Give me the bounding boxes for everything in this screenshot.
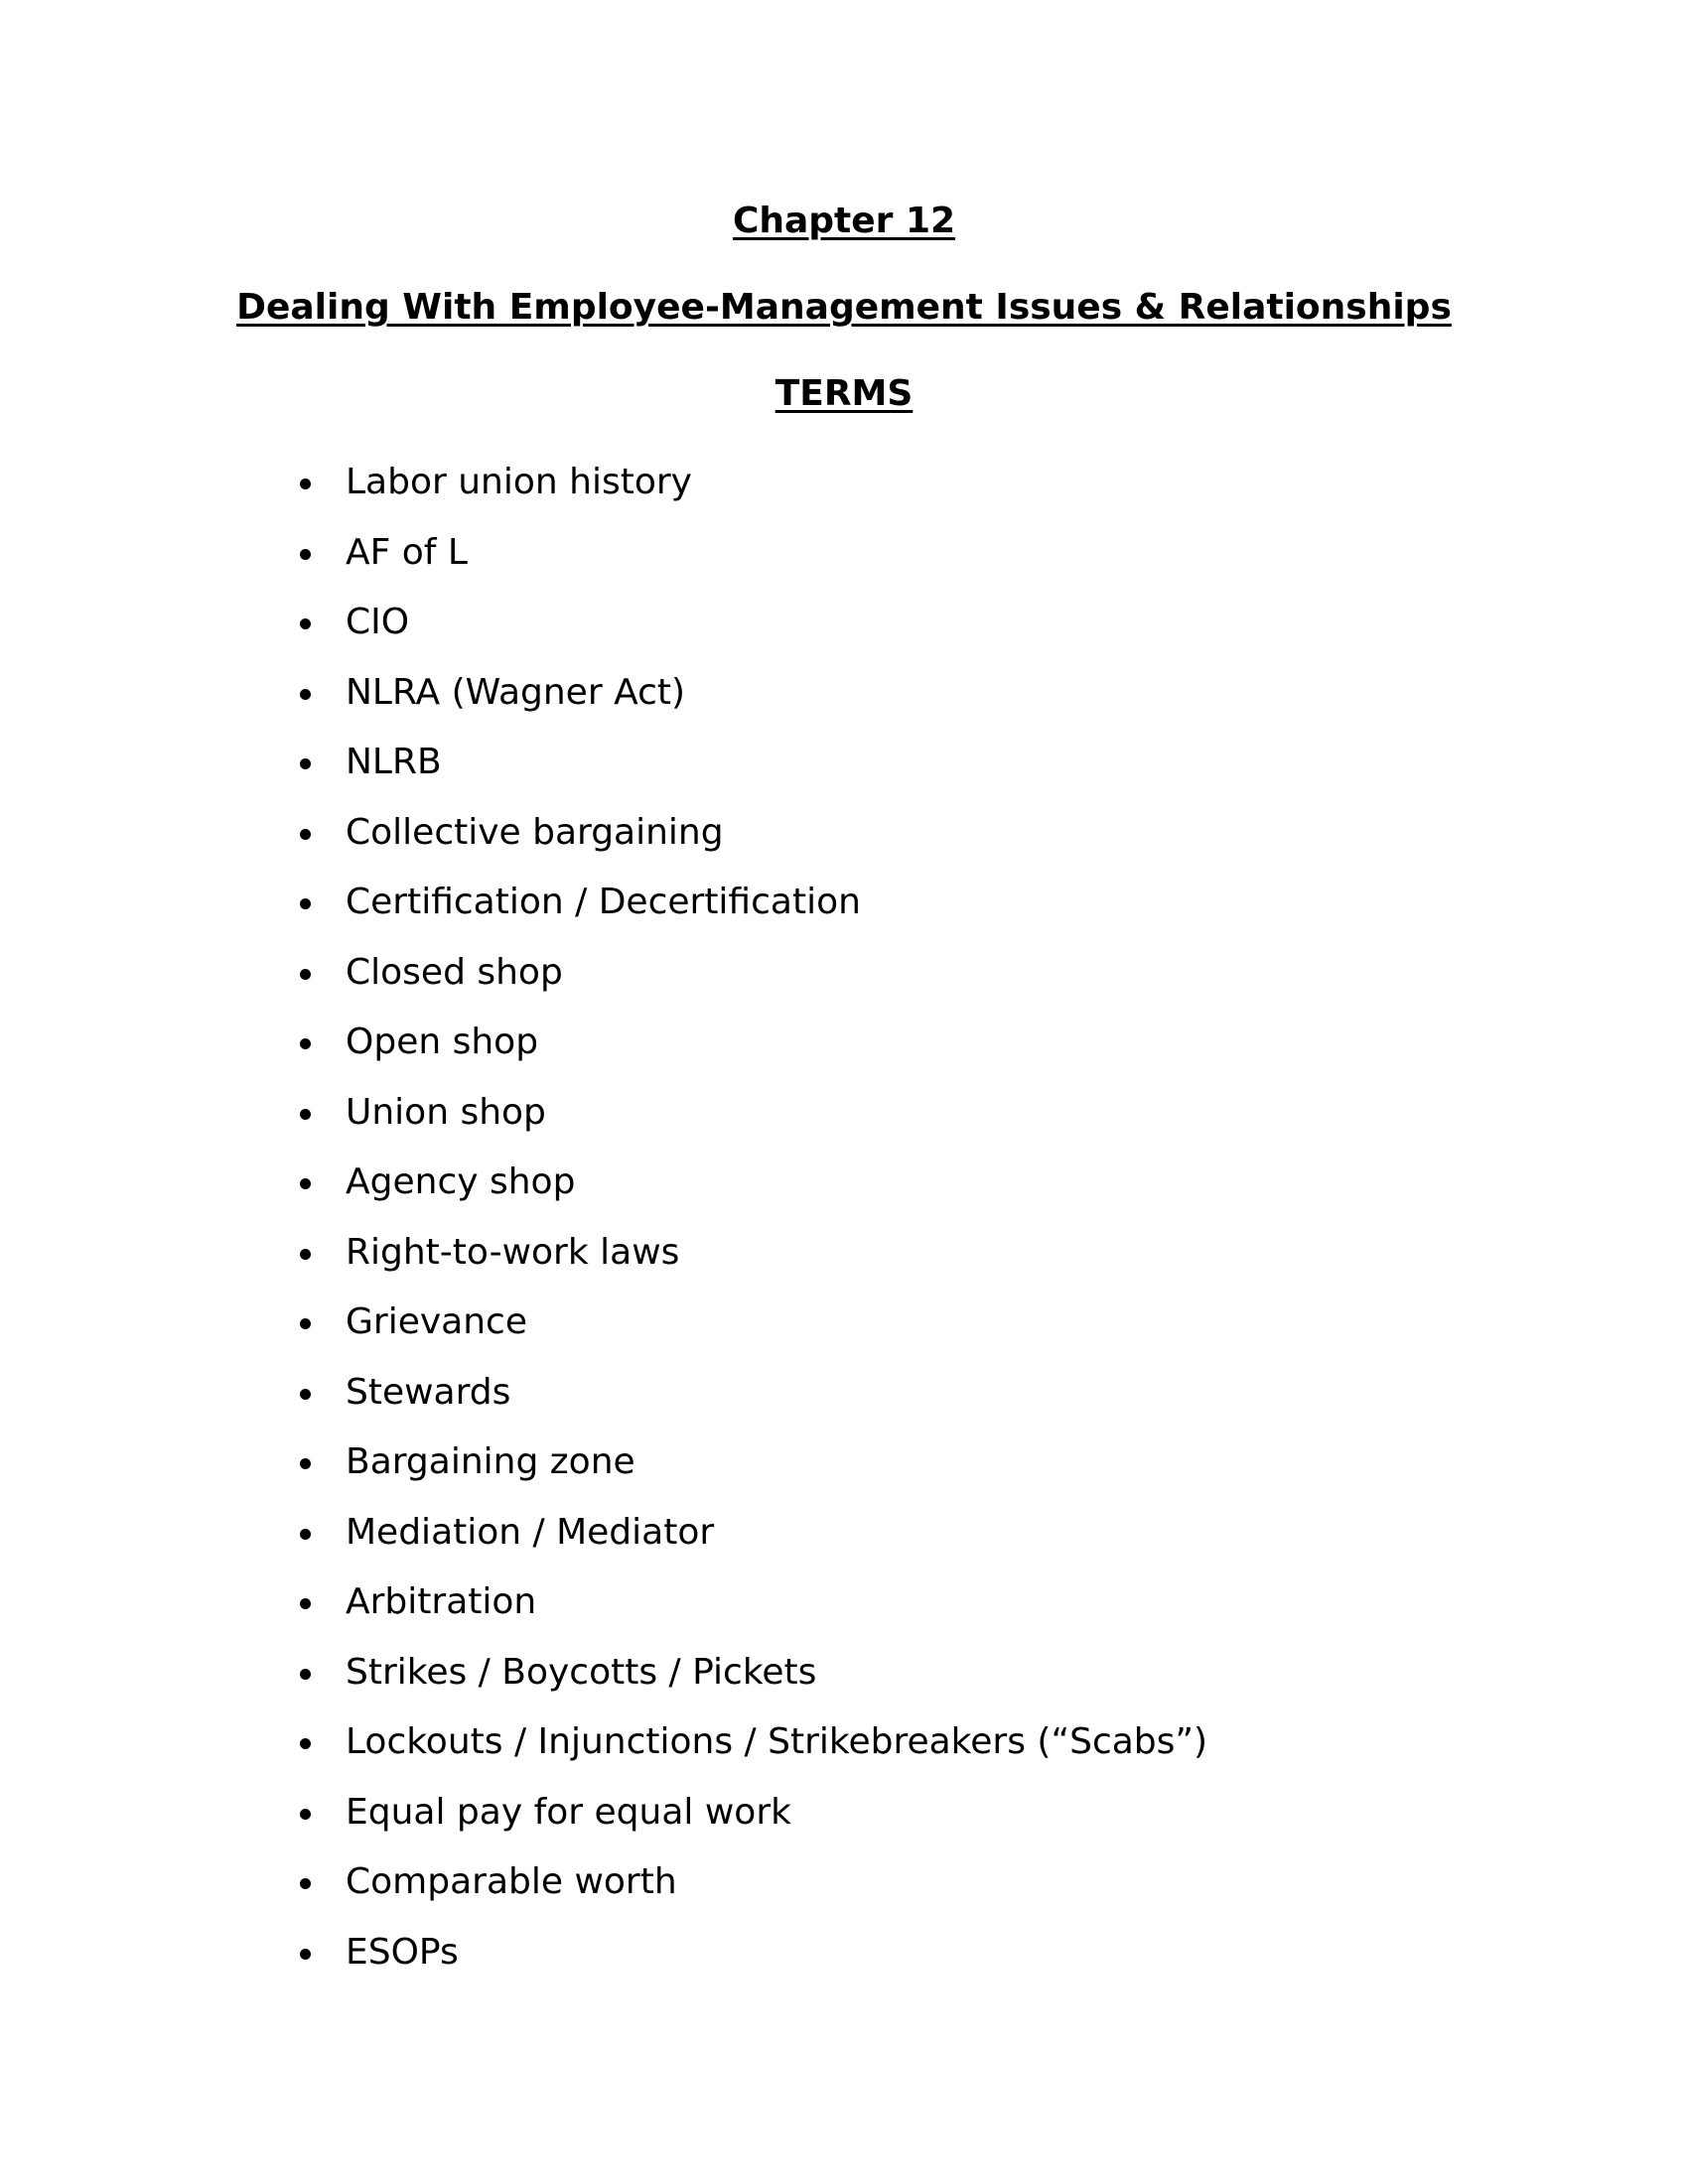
list-item xyxy=(0,1931,1688,2001)
bullet-icon xyxy=(300,689,311,700)
list-item xyxy=(0,1511,1688,1581)
list-item xyxy=(0,461,1688,531)
bullet-icon xyxy=(300,898,311,909)
bullet-icon xyxy=(300,1318,311,1329)
bullet-icon xyxy=(300,478,311,489)
term-text: Collective bargaining xyxy=(346,811,724,853)
term-text: Stewards xyxy=(346,1371,511,1413)
list-item xyxy=(0,531,1688,602)
list-item xyxy=(0,1720,1688,1791)
chapter-title xyxy=(0,200,1688,243)
term-text: Agency shop xyxy=(346,1161,576,1202)
list-item xyxy=(0,1860,1688,1931)
term-text: Union shop xyxy=(346,1091,546,1133)
bullet-icon xyxy=(300,1458,311,1469)
terms-heading xyxy=(0,372,1688,416)
term-text: CIO xyxy=(346,602,410,642)
list-item xyxy=(0,811,1688,882)
list-item xyxy=(0,1651,1688,1721)
bullet-icon xyxy=(300,969,311,980)
bullet-icon xyxy=(300,1878,311,1889)
term-text: Mediation / Mediator xyxy=(346,1511,715,1553)
term-text: Open shop xyxy=(346,1022,539,1062)
bullet-icon xyxy=(300,1178,311,1189)
bullet-icon xyxy=(300,618,311,629)
list-item xyxy=(0,1580,1688,1651)
bullet-icon xyxy=(300,758,311,769)
term-text: Certification / Decertification xyxy=(346,882,861,922)
bullet-icon xyxy=(300,1249,311,1260)
list-item xyxy=(0,1440,1688,1511)
list-item xyxy=(0,951,1688,1022)
term-text: Grievance xyxy=(346,1301,527,1342)
term-text: Closed shop xyxy=(346,951,563,993)
bullet-icon xyxy=(300,1529,311,1540)
term-text: Right-to-work laws xyxy=(346,1231,680,1273)
chapter-title-text: Chapter 12 xyxy=(732,201,956,241)
bullet-icon xyxy=(300,1038,311,1049)
bullet-icon xyxy=(300,549,311,560)
list-item xyxy=(0,1021,1688,1091)
bullet-icon xyxy=(300,1389,311,1400)
list-item xyxy=(0,1160,1688,1231)
term-text: ESOPs xyxy=(346,1931,459,1973)
term-text: NLRA (Wagner Act) xyxy=(346,671,686,713)
term-text: Lockouts / Injunctions / Strikebreakers (“Scabs”) xyxy=(346,1721,1208,1762)
term-text: Bargaining zone xyxy=(346,1441,635,1482)
list-item xyxy=(0,1791,1688,1861)
list-item xyxy=(0,1091,1688,1161)
term-text: Comparable worth xyxy=(346,1861,677,1902)
bullet-icon xyxy=(300,1598,311,1609)
list-item xyxy=(0,1231,1688,1301)
bullet-icon xyxy=(300,1109,311,1120)
chapter-subtitle-text: Dealing With Employee-Management Issues & Relationships xyxy=(236,287,1452,328)
list-item xyxy=(0,881,1688,951)
bullet-icon xyxy=(300,829,311,840)
list-item xyxy=(0,671,1688,742)
list-item xyxy=(0,601,1688,671)
list-item xyxy=(0,1300,1688,1371)
term-text: Labor union history xyxy=(346,462,692,502)
bullet-icon xyxy=(300,1738,311,1749)
term-text: Arbitration xyxy=(346,1581,537,1622)
bullet-icon xyxy=(300,1669,311,1680)
bullet-icon xyxy=(300,1949,311,1960)
term-text: Strikes / Boycotts / Pickets xyxy=(346,1651,817,1693)
list-item xyxy=(0,1371,1688,1441)
terms-list xyxy=(0,461,1688,2000)
term-text: Equal pay for equal work xyxy=(346,1791,791,1833)
terms-heading-text: TERMS xyxy=(774,373,914,414)
bullet-icon xyxy=(300,1809,311,1820)
list-item xyxy=(0,741,1688,811)
chapter-subtitle xyxy=(0,286,1688,330)
term-text: NLRB xyxy=(346,742,442,782)
term-text: AF of L xyxy=(346,531,468,573)
